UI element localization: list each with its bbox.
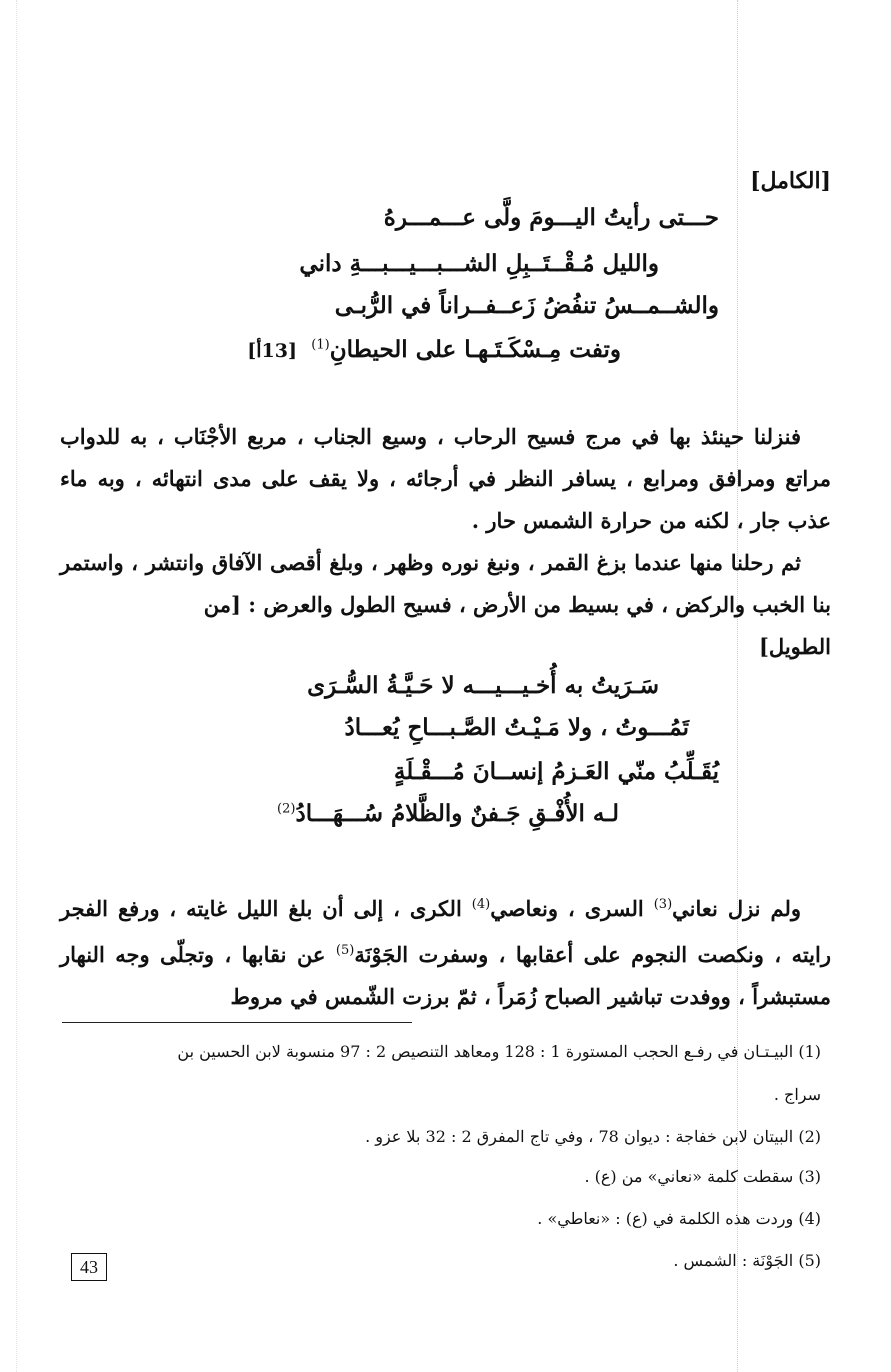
poem-2-verse-3: يُقَـلِّبُ منّي العَـزمُ إنســانَ مُـــقْـلَةٍ bbox=[393, 758, 719, 785]
meter-label-tawil-start: [من bbox=[203, 592, 241, 617]
scan-edge-line bbox=[16, 0, 17, 1372]
prose-block-1 bbox=[60, 416, 831, 668]
prose-text: الكرى ، إلى أن بلغ الليل غايته ، ورفع الفجر رايته ، ونكصت النجوم على أعقابها ، وسفرت الجَوْنَة bbox=[60, 896, 831, 967]
poem-2-verse-2: تَمُـــوتُ ، ولا مَـيْـتُ الصَّـبـــاحِ يُعـــادُ bbox=[344, 714, 689, 741]
poem-1-verse-4-text: وتفت مِـسْكَـتَـهـا على الحيطانِ bbox=[329, 336, 621, 363]
footnote-marker-5: (5) bbox=[335, 943, 355, 958]
poem-2-verse-1: سَـرَيتُ به أُخـيـــيـــه لا حَـيَّـةُ السُّـرَى bbox=[307, 672, 659, 699]
page-number: 43 bbox=[71, 1253, 107, 1281]
prose-paragraph bbox=[60, 542, 831, 668]
prose-text: ولم نزل نعاني bbox=[672, 896, 801, 921]
meter-label-kamil: [الكامل] bbox=[750, 168, 831, 194]
footnote-marker-2: (2) bbox=[277, 801, 296, 817]
footnote-marker-4: (4) bbox=[471, 897, 491, 912]
footnote-5: (5) الجَوْنَة : الشمس . bbox=[673, 1251, 821, 1270]
prose-paragraph-text: ثم رحلنا منها عندما بزغ القمر ، ونبغ نوره وظهر ، وبلغ أقصى الآفاق وانتشر ، واستمر بنا الخبب والركض ، في بسيط من الأرض ، فسيح الطول والعرض : bbox=[60, 550, 831, 617]
manuscript-folio-ref: [13أ] bbox=[247, 340, 297, 362]
footnote-1-continued: سراج . bbox=[773, 1085, 821, 1104]
poem-1-verse-1: حـــتى رأيتُ اليـــومَ ولَّى عـــمـــرهُ bbox=[383, 204, 719, 231]
poem-1-verse-3: والشــمــسُ تنفُضُ زَعــفــراناً في الرُّبـى bbox=[334, 292, 719, 319]
poem-2-verse-4 bbox=[277, 800, 619, 827]
footnote-3: (3) سقطت كلمة «نعاني» من (ع) . bbox=[584, 1167, 821, 1186]
footnote-1: (1) البيـتـان في رفـع الحجب المستورة 1 : 128 ومعاهد التنصيص 2 : 97 منسوبة لابن الحسين بن bbox=[177, 1042, 821, 1061]
meter-label-tawil-end: الطويل] bbox=[759, 634, 831, 659]
prose-block-2 bbox=[60, 884, 831, 1018]
footnote-2: (2) البيتان لابن خفاجة : ديوان 78 ، وفي تاج المفرق 2 : 32 بلا عزو . bbox=[365, 1127, 821, 1146]
prose-text: السرى ، ونعاصي bbox=[490, 896, 654, 921]
prose-text: عن نقابها ، وتجلّى وجه النهار مستبشراً ، ووفدت تباشير الصباح زُمَراً ، ثمّ برزت الشّمس في مروط bbox=[60, 942, 831, 1009]
footnote-marker-1: (1) bbox=[311, 337, 330, 353]
footnote-separator bbox=[62, 1022, 412, 1023]
poem-1-verse-2: والليل مُـقْــتَــبِلِ الشـــبـــيـــبـــةِ داني bbox=[299, 250, 659, 277]
poem-2-verse-4-text: لـه الأُفْـقِ جَـفنٌ والظَّلامُ سُـــهَـــادُ bbox=[295, 800, 619, 827]
prose-paragraph: فنزلنا حينئذ بها في مرج فسيح الرحاب ، وسيع الجناب ، مربع الأجْنَاب ، به للدواب مراتع ومرافق ومرابع ، يسافر النظر في أرجائه ، ولا يقف على مدى انتهائه ، وبه ماء عذب جار ، لكنه من حرارة الشمس حار . bbox=[60, 424, 831, 533]
poem-1-verse-4 bbox=[311, 336, 621, 363]
footnote-4: (4) وردت هذه الكلمة في (ع) : «نعاطي» . bbox=[537, 1209, 821, 1228]
footnote-marker-3: (3) bbox=[653, 897, 673, 912]
prose-paragraph bbox=[60, 884, 831, 1018]
